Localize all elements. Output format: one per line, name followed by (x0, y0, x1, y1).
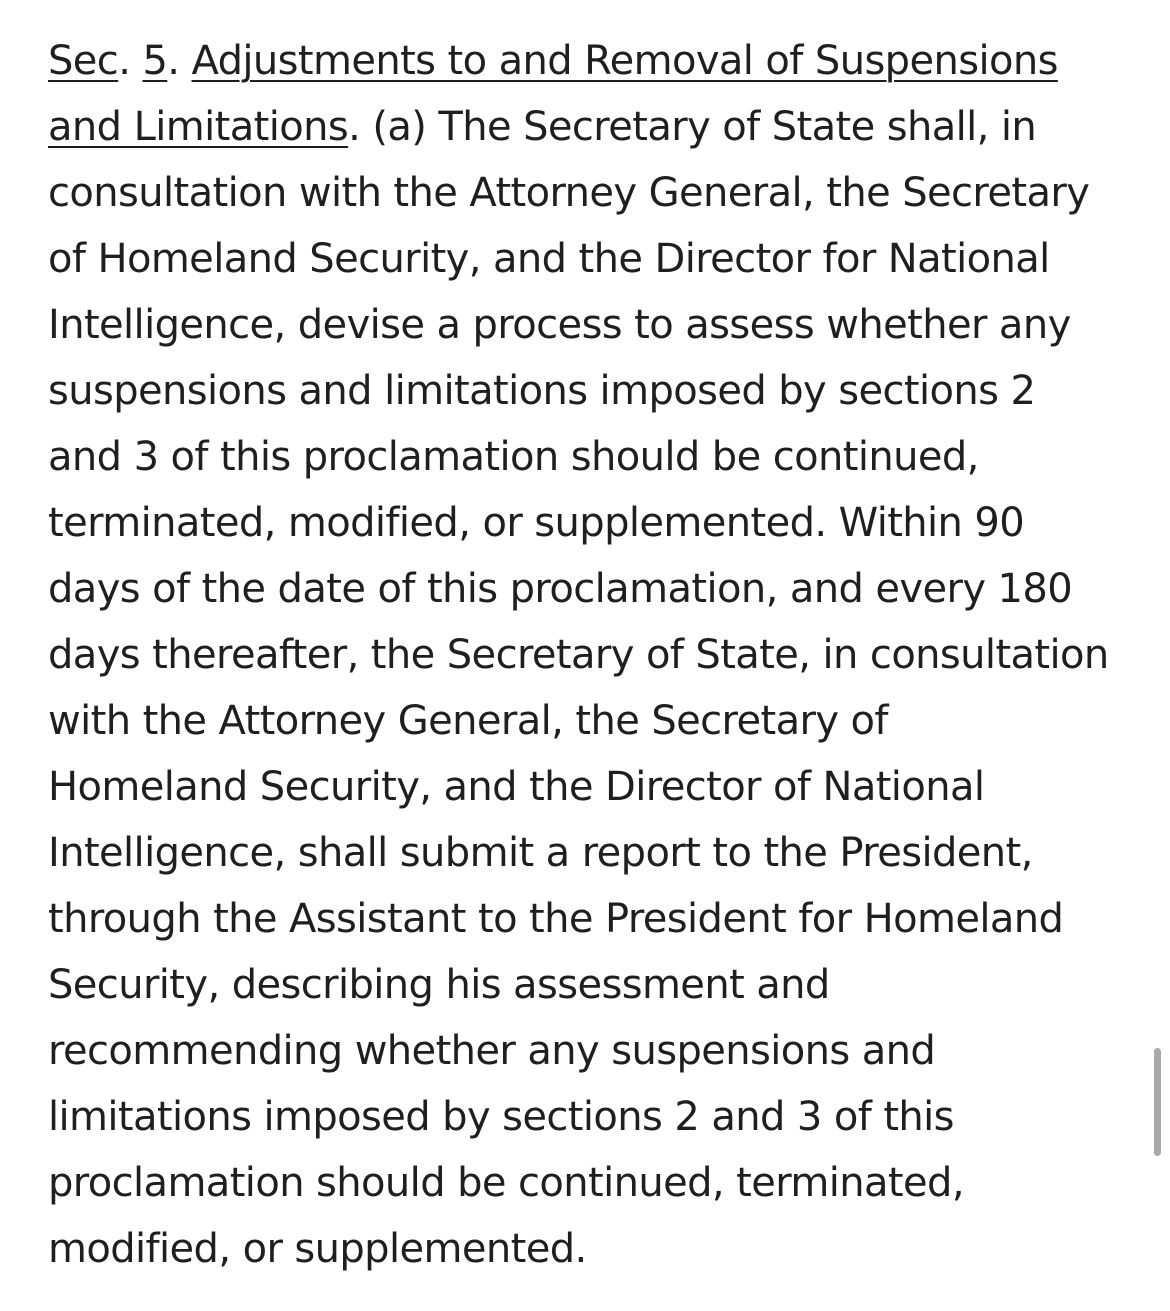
sec-label-link[interactable]: Sec (48, 38, 119, 84)
body-line: recommending whether any suspensions and (48, 1028, 936, 1074)
body-line: with the Attorney General, the Secretary of (48, 698, 888, 744)
body-line: Homeland Security, and the Director of National (48, 764, 985, 810)
document-body (48, 28, 1128, 1282)
body-line: Intelligence, shall submit a report to the President, (48, 830, 1033, 876)
paragraph-a-start: . (a) The Secretary of State shall, in (348, 104, 1037, 150)
section-number-separator: . (167, 38, 192, 84)
body-line: modified, or supplemented. (48, 1226, 587, 1272)
section-heading-part2: and Limitations (48, 104, 349, 150)
body-line: suspensions and limitations imposed by sections 2 (48, 368, 1036, 414)
body-line: through the Assistant to the President for Homeland (48, 896, 1064, 942)
line-2 (48, 94, 1128, 160)
body-line: proclamation should be continued, terminated, (48, 1160, 964, 1206)
section-heading-part1: Adjustments to and Removal of Suspensions (191, 38, 1058, 84)
vertical-scrollbar-thumb[interactable] (1154, 1048, 1161, 1156)
section-number-link[interactable]: 5 (142, 38, 168, 84)
body-line: Intelligence, devise a process to assess whether any (48, 302, 1071, 348)
body-line: and 3 of this proclamation should be continued, (48, 434, 979, 480)
body-line: days thereafter, the Secretary of State, in consultation (48, 632, 1109, 678)
line-1 (48, 28, 1128, 94)
body-line: days of the date of this proclamation, and every 180 (48, 566, 1073, 612)
body-line: consultation with the Attorney General, the Secretary (48, 170, 1090, 216)
body-line: of Homeland Security, and the Director for National (48, 236, 1050, 282)
sec-separator: . (118, 38, 143, 84)
body-line: Security, describing his assessment and (48, 962, 830, 1008)
body-line: limitations imposed by sections 2 and 3 of this (48, 1094, 954, 1140)
body-line: terminated, modified, or supplemented. Within 90 (48, 500, 1025, 546)
